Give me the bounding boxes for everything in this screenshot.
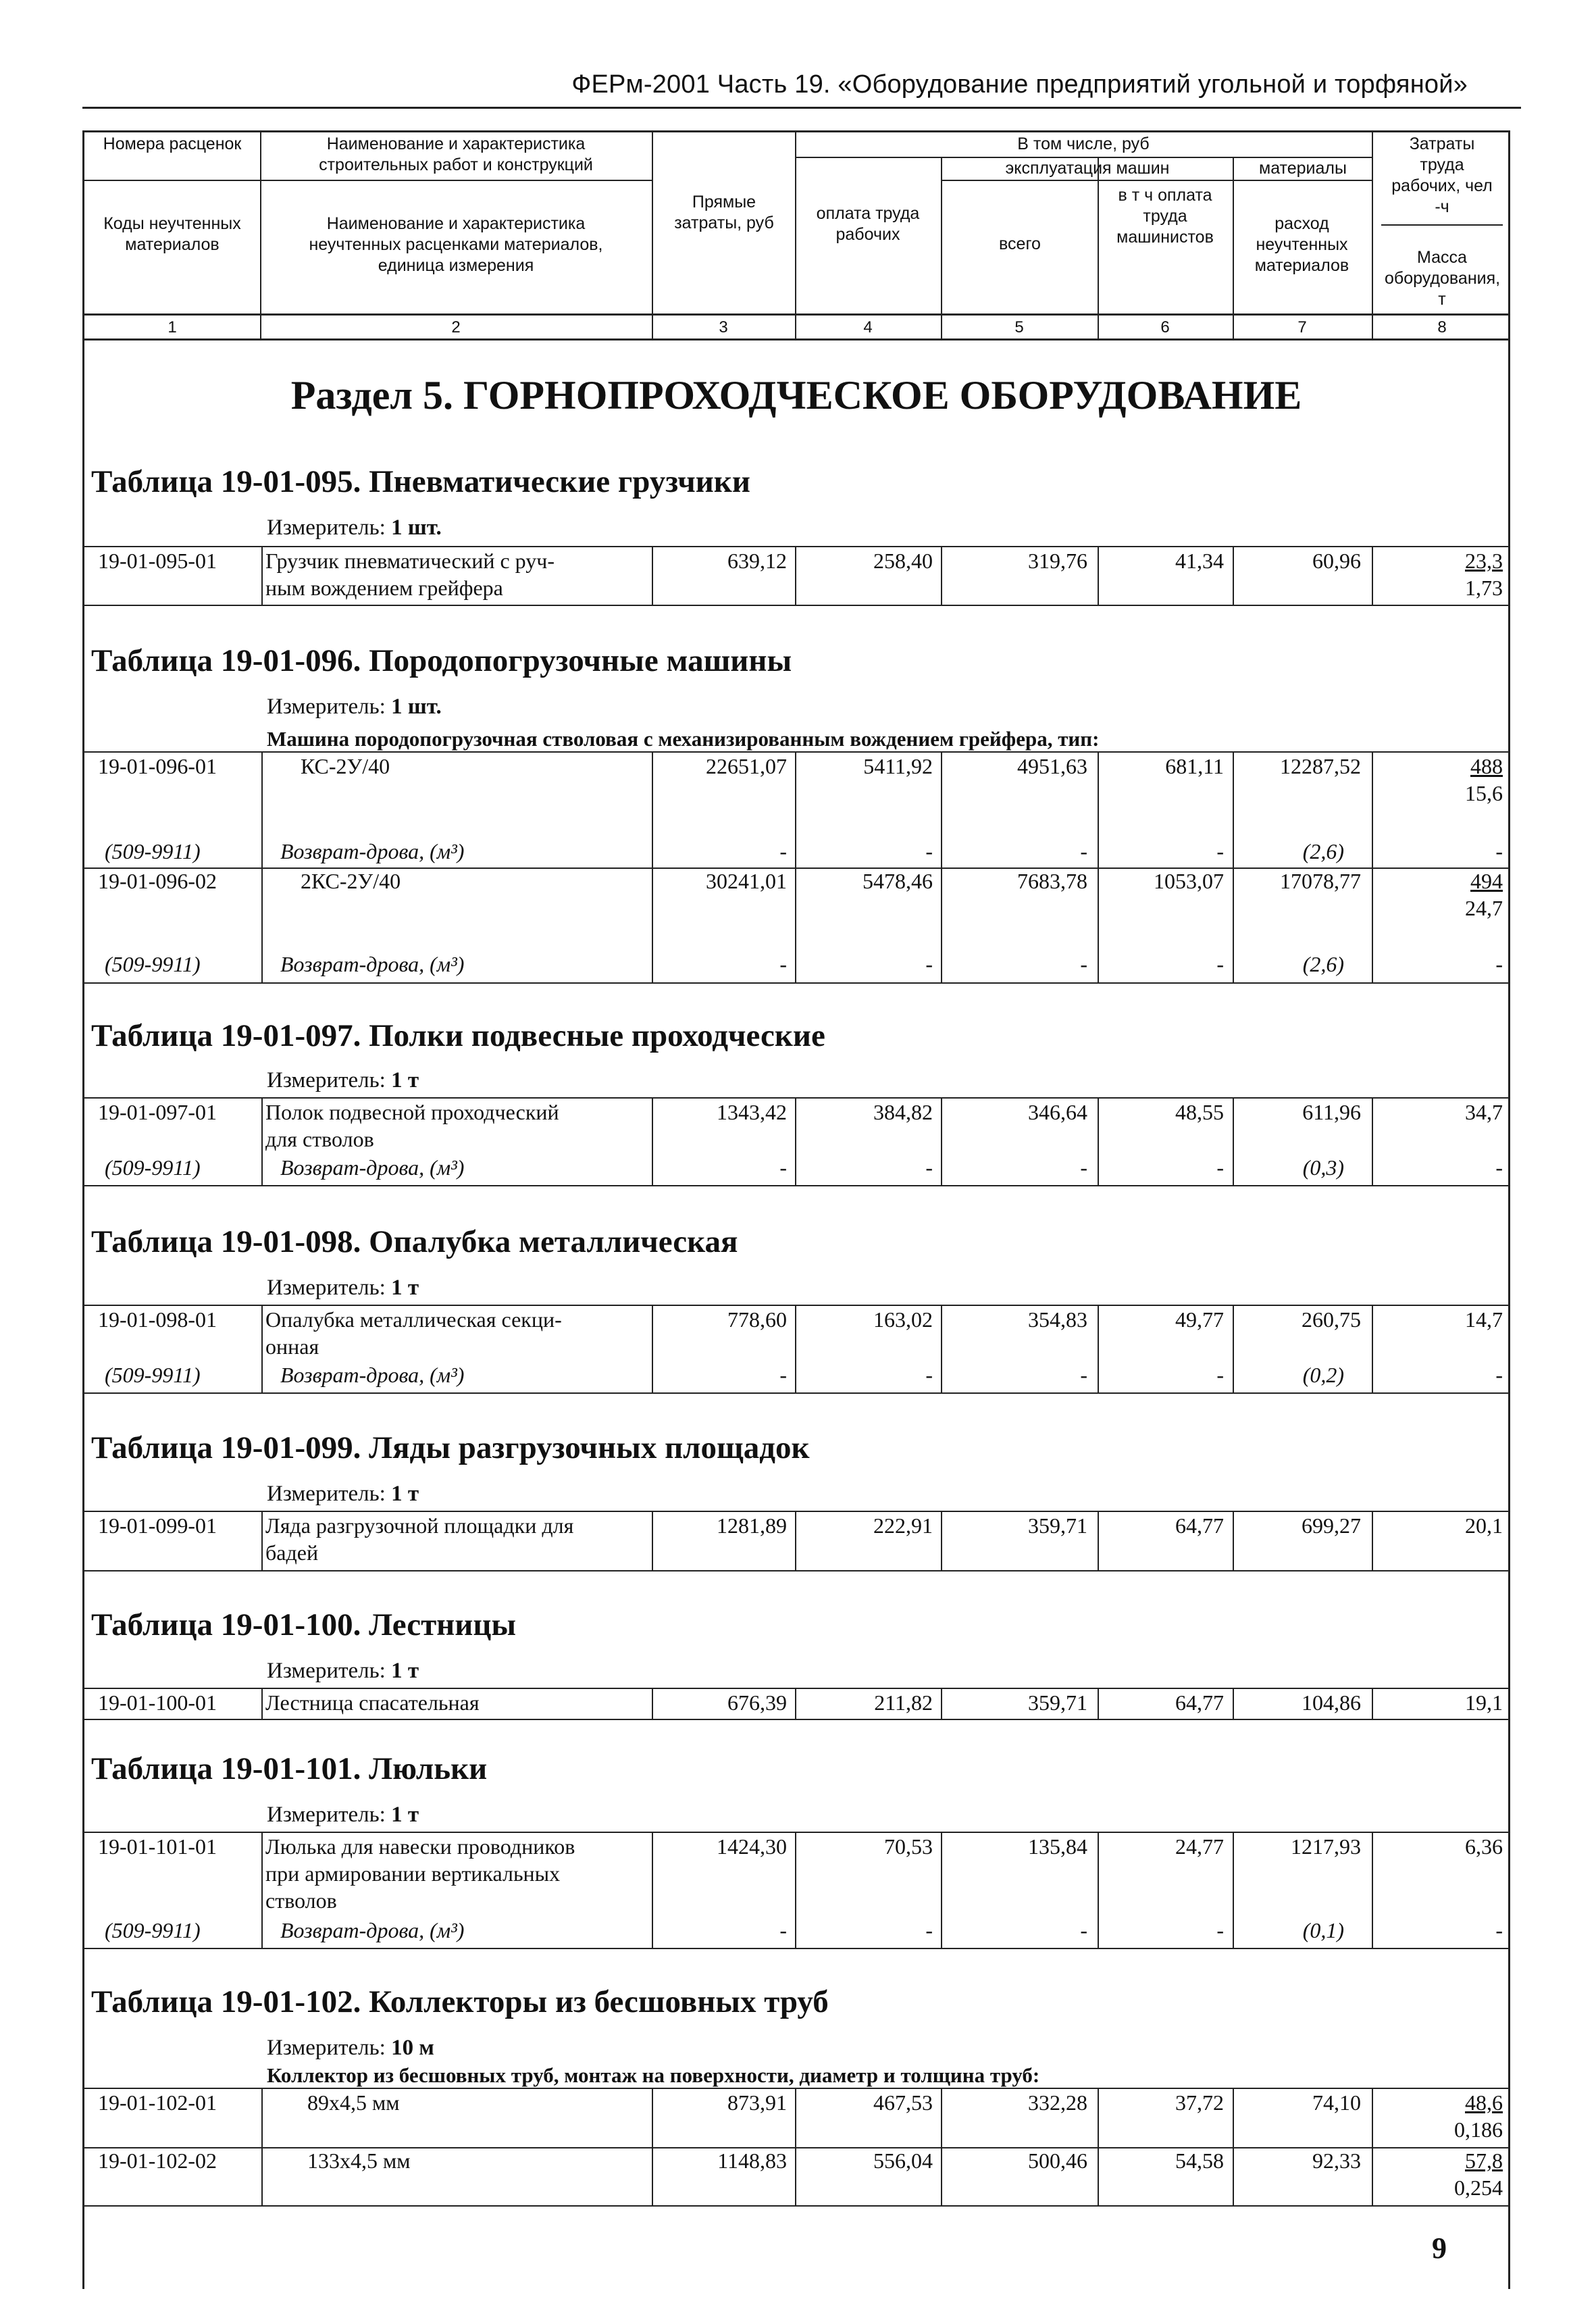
operator-pay: 54,58 <box>1175 2148 1224 2173</box>
labor-costs: 6,36 <box>1465 1834 1503 1859</box>
direct-costs: 1281,89 <box>717 1513 787 1538</box>
materials: 699,27 <box>1302 1513 1361 1538</box>
group-heading: Машина породопогрузочная стволовая с механизированным вождением грейфера, тип: <box>267 727 1100 751</box>
work-name-cont: ным вождением грейфера <box>265 576 503 600</box>
unit-line: Измеритель: 1 т <box>267 1276 419 1300</box>
unit-line: Измеритель: 10 м <box>267 2036 434 2060</box>
equipment-mass: 15,6 <box>1465 781 1503 805</box>
unit-line: Измеритель: 1 т <box>267 1068 419 1092</box>
work-name-cont: при армировании вертикальных <box>265 1861 561 1886</box>
machines-total: 7683,78 <box>1017 869 1087 893</box>
table-title: Таблица 19-01-098. Опалубка металлическая <box>91 1224 738 1259</box>
equipment-mass: 0,186 <box>1454 2117 1503 2142</box>
labor-costs: - <box>1495 952 1503 976</box>
work-name: 89х4,5 мм <box>307 2090 400 2115</box>
worker-pay: - <box>925 1918 933 1942</box>
operator-pay: 64,77 <box>1175 1513 1224 1538</box>
rate-code: 19-01-101-01 <box>98 1834 217 1859</box>
unit-line: Измеритель: 1 т <box>267 1659 419 1683</box>
operator-pay: - <box>1216 1918 1224 1942</box>
material-code: (509-9911) <box>105 839 201 863</box>
rate-code: 19-01-096-01 <box>98 754 217 778</box>
worker-pay: 467,53 <box>873 2090 933 2115</box>
direct-costs: - <box>779 839 787 863</box>
rate-code: 19-01-099-01 <box>98 1513 217 1538</box>
worker-pay: 384,82 <box>873 1100 933 1124</box>
labor-costs: 48,6 <box>1465 2090 1503 2115</box>
materials: 60,96 <box>1312 549 1361 573</box>
machines-total: 359,71 <box>1028 1513 1087 1538</box>
machines-total: - <box>1080 1918 1087 1942</box>
table-title: Таблица 19-01-101. Люльки <box>91 1751 488 1786</box>
direct-costs: 1148,83 <box>717 2148 787 2173</box>
table-row <box>84 1097 1508 1186</box>
table-title: Таблица 19-01-099. Ляды разгрузочных площадок <box>91 1430 810 1465</box>
worker-pay: 163,02 <box>873 1307 933 1332</box>
rate-code: 19-01-098-01 <box>98 1307 217 1332</box>
unit-line: Измеритель: 1 шт. <box>267 695 442 719</box>
machines-total: 346,64 <box>1028 1100 1087 1124</box>
work-name: КС-2У/40 <box>301 754 390 778</box>
materials: 74,10 <box>1312 2090 1361 2115</box>
table-row <box>84 546 1508 606</box>
header-rate-number: Номера расценок <box>103 134 242 153</box>
work-name: 133х4,5 мм <box>307 2148 411 2173</box>
work-name-cont: для стволов <box>265 1127 374 1151</box>
operator-pay: - <box>1216 839 1224 863</box>
header-work-name: Наименование и характеристика строительных работ и конструкций <box>319 134 593 174</box>
table-title: Таблица 19-01-097. Полки подвесные проходческие <box>91 1018 825 1053</box>
operator-pay: 41,34 <box>1175 549 1224 573</box>
table-row <box>84 1832 1508 1949</box>
direct-costs: 1424,30 <box>717 1834 787 1859</box>
operator-pay: 49,77 <box>1175 1307 1224 1332</box>
operator-pay: - <box>1216 1155 1224 1180</box>
machines-total: 135,84 <box>1028 1834 1087 1859</box>
rate-code: 19-01-097-01 <box>98 1100 217 1124</box>
unit-line: Измеритель: 1 т <box>267 1482 419 1506</box>
header-unaccounted-materials: расход неучтенных материалов <box>1254 214 1349 275</box>
page-number: 9 <box>1432 2232 1447 2265</box>
col-num-7: 7 <box>1297 318 1307 336</box>
labor-costs: - <box>1495 1918 1503 1942</box>
rate-code: 19-01-102-02 <box>98 2148 217 2173</box>
labor-costs: 23,3 <box>1465 549 1503 573</box>
worker-pay: 5478,46 <box>863 869 933 893</box>
table-row <box>84 1511 1508 1571</box>
header-labor-costs: Затраты труда рабочих, чел -ч <box>1391 134 1493 216</box>
machines-total: 500,46 <box>1028 2148 1087 2173</box>
materials: (2,6) <box>1302 839 1344 863</box>
materials: 260,75 <box>1302 1307 1361 1332</box>
header-equipment-mass: Масса оборудования, т <box>1385 248 1501 309</box>
group-heading: Коллектор из бесшовных труб, монтаж на поверхности, диаметр и толщина труб: <box>267 2063 1040 2087</box>
direct-costs: 22651,07 <box>706 754 787 778</box>
machines-total: 4951,63 <box>1017 754 1087 778</box>
materials: 611,96 <box>1302 1100 1361 1124</box>
work-name-cont: стволов <box>265 1888 337 1913</box>
material-name: Возврат-дрова, (м³) <box>280 1363 465 1387</box>
direct-costs: - <box>779 952 787 976</box>
header-materials: материалы <box>1259 159 1347 178</box>
labor-costs: 14,7 <box>1465 1307 1503 1332</box>
materials: (0,2) <box>1302 1363 1344 1387</box>
unit-line: Измеритель: 1 шт. <box>267 515 442 540</box>
work-name: Опалубка металлическая секци- <box>265 1307 562 1332</box>
materials: 92,33 <box>1312 2148 1361 2173</box>
table-title: Таблица 19-01-102. Коллекторы из бесшовных труб <box>91 1984 829 2019</box>
machines-total: 359,71 <box>1028 1690 1087 1715</box>
machines-total: 354,83 <box>1028 1307 1087 1332</box>
worker-pay: 222,91 <box>873 1513 933 1538</box>
header-total: всего <box>999 234 1041 253</box>
equipment-mass: 1,73 <box>1465 576 1503 600</box>
rate-code: 19-01-095-01 <box>98 549 217 573</box>
material-code: (509-9911) <box>105 1918 201 1942</box>
work-name: Лестница спасательная <box>265 1690 480 1715</box>
worker-pay: 211,82 <box>874 1690 933 1715</box>
header-operator-pay: в т ч оплата труда машинистов <box>1116 186 1214 247</box>
direct-costs: 778,60 <box>727 1307 787 1332</box>
header-material-name: Наименование и характеристика неучтенных расценками материалов, единица измерения <box>309 214 603 275</box>
running-head: ФЕРм-2001 Часть 19. «Оборудование предприятий угольной и торфяной» <box>571 70 1468 99</box>
col-num-3: 3 <box>719 318 728 336</box>
col-num-4: 4 <box>863 318 873 336</box>
materials: (0,1) <box>1302 1918 1344 1942</box>
work-name: Ляда разгрузочной площадки для <box>265 1513 574 1538</box>
operator-pay: 48,55 <box>1175 1100 1224 1124</box>
materials: 1217,93 <box>1291 1834 1361 1859</box>
table-row <box>84 1688 1508 1720</box>
direct-costs: 30241,01 <box>706 869 787 893</box>
column-numbers <box>84 313 1508 341</box>
worker-pay: - <box>925 839 933 863</box>
header-worker-pay: оплата труда рабочих <box>816 204 920 244</box>
labor-costs: 57,8 <box>1465 2148 1503 2173</box>
labor-costs: 20,1 <box>1465 1513 1503 1538</box>
rate-code: 19-01-096-02 <box>98 869 217 893</box>
worker-pay: - <box>925 952 933 976</box>
unit-line: Измеритель: 1 т <box>267 1803 419 1827</box>
work-name: Полок подвесной проходческий <box>265 1100 559 1124</box>
material-code: (509-9911) <box>105 1363 201 1387</box>
machines-total: - <box>1080 839 1087 863</box>
col-num-8: 8 <box>1437 318 1447 336</box>
labor-costs: 488 <box>1470 754 1503 778</box>
section-title: Раздел 5. ГОРНОПРОХОДЧЕСКОЕ ОБОРУДОВАНИЕ <box>290 373 1302 418</box>
machines-total: - <box>1080 1363 1087 1387</box>
work-name: 2КС-2У/40 <box>301 869 401 893</box>
col-num-6: 6 <box>1160 318 1170 336</box>
operator-pay: - <box>1216 1363 1224 1387</box>
work-name: Люлька для навески проводников <box>265 1834 575 1859</box>
materials: 12287,52 <box>1280 754 1361 778</box>
equipment-mass: 24,7 <box>1465 896 1503 920</box>
materials: 17078,77 <box>1280 869 1361 893</box>
machines-total: 319,76 <box>1028 549 1087 573</box>
machines-total: - <box>1080 952 1087 976</box>
direct-costs: 676,39 <box>727 1690 787 1715</box>
header-material-codes: Коды неучтенных материалов <box>103 214 241 254</box>
table-row <box>84 2088 1508 2207</box>
material-code: (509-9911) <box>105 952 201 976</box>
table-row <box>84 1305 1508 1394</box>
direct-costs: 1343,42 <box>717 1100 787 1124</box>
worker-pay: - <box>925 1155 933 1180</box>
materials: (2,6) <box>1302 952 1344 976</box>
material-code: (509-9911) <box>105 1155 201 1180</box>
direct-costs: - <box>779 1363 787 1387</box>
work-name-cont: онная <box>265 1334 319 1359</box>
table-title: Таблица 19-01-100. Лестницы <box>91 1607 517 1642</box>
header-machine-operation: эксплуатация машин <box>1005 159 1170 178</box>
direct-costs: 873,91 <box>727 2090 787 2115</box>
materials: (0,3) <box>1302 1155 1344 1180</box>
labor-costs: 494 <box>1470 869 1503 893</box>
worker-pay: - <box>925 1363 933 1387</box>
direct-costs: - <box>779 1155 787 1180</box>
materials: 104,86 <box>1302 1690 1361 1715</box>
material-name: Возврат-дрова, (м³) <box>280 1918 465 1942</box>
header-including: В том числе, руб <box>1017 134 1150 153</box>
operator-pay: 24,77 <box>1175 1834 1224 1859</box>
material-name: Возврат-дрова, (м³) <box>280 952 465 976</box>
worker-pay: 556,04 <box>873 2148 933 2173</box>
labor-costs: 19,1 <box>1465 1690 1503 1715</box>
header-direct-costs: Прямые затраты, руб <box>674 193 774 232</box>
operator-pay: 681,11 <box>1165 754 1224 778</box>
operator-pay: 64,77 <box>1175 1690 1224 1715</box>
table-title: Таблица 19-01-096. Породопогрузочные машины <box>91 643 792 678</box>
operator-pay: 1053,07 <box>1154 869 1224 893</box>
worker-pay: 70,53 <box>884 1834 933 1859</box>
material-name: Возврат-дрова, (м³) <box>280 1155 465 1180</box>
col-num-1: 1 <box>168 318 177 336</box>
table-row <box>84 751 1508 984</box>
direct-costs: - <box>779 1918 787 1942</box>
labor-costs: - <box>1495 1363 1503 1387</box>
machines-total: 332,28 <box>1028 2090 1087 2115</box>
machines-total: - <box>1080 1155 1087 1180</box>
operator-pay: - <box>1216 952 1224 976</box>
work-name-cont: бадей <box>265 1540 319 1565</box>
col-num-2: 2 <box>451 318 461 336</box>
table-title: Таблица 19-01-095. Пневматические грузчики <box>91 464 750 499</box>
rate-code: 19-01-102-01 <box>98 2090 217 2115</box>
operator-pay: 37,72 <box>1175 2090 1224 2115</box>
equipment-mass: 0,254 <box>1454 2175 1503 2200</box>
main-table-frame <box>82 130 1510 2289</box>
worker-pay: 258,40 <box>873 549 933 573</box>
table-header <box>84 132 1508 315</box>
material-name: Возврат-дрова, (м³) <box>280 839 465 863</box>
col-num-5: 5 <box>1014 318 1024 336</box>
labor-costs: - <box>1495 1155 1503 1180</box>
direct-costs: 639,12 <box>727 549 787 573</box>
labor-costs: - <box>1495 839 1503 863</box>
worker-pay: 5411,92 <box>863 754 933 778</box>
work-name: Грузчик пневматический с руч- <box>265 549 555 573</box>
rate-code: 19-01-100-01 <box>98 1690 217 1715</box>
header-rule <box>82 107 1521 109</box>
labor-costs: 34,7 <box>1465 1100 1503 1124</box>
